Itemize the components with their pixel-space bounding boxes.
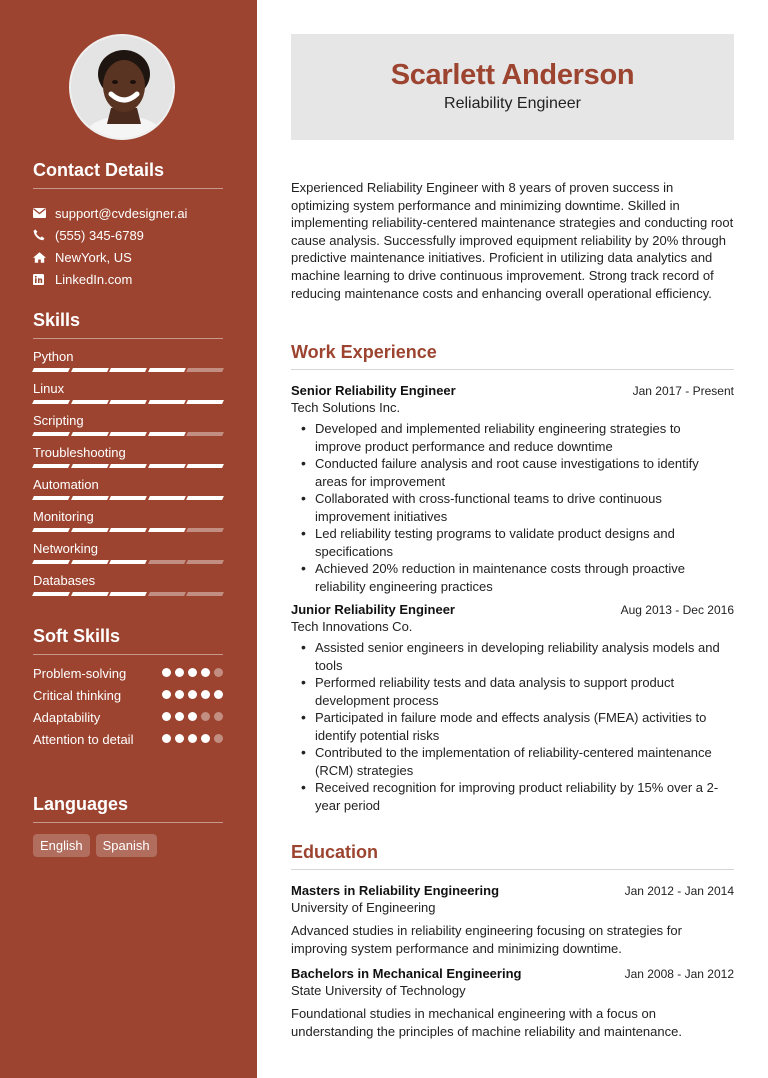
- education-entry: [291, 966, 734, 1040]
- skills-heading: Skills: [33, 310, 223, 339]
- skill-name: Troubleshooting: [33, 445, 126, 460]
- job-bullet: • Collaborated with cross-functional teams to drive continuous improvement initiatives: [315, 490, 734, 525]
- rating-dot: [188, 734, 197, 743]
- skill-item: [33, 477, 223, 509]
- skill-level-segment: [109, 496, 146, 500]
- soft-skill-item: [33, 709, 223, 726]
- contact-phone[interactable]: [33, 224, 223, 246]
- job-bullet: • Conducted failure analysis and root cause investigations to identify areas for improvement: [315, 455, 734, 490]
- skill-level-segment: [71, 592, 108, 596]
- skill-level-segment: [186, 592, 223, 596]
- main-content: [257, 0, 768, 1078]
- rating-dot: [175, 668, 184, 677]
- soft-skill-name: Attention to detail: [33, 732, 134, 747]
- skill-item: [33, 349, 223, 381]
- skill-level-bar: [33, 368, 223, 372]
- job-bullet: • Contributed to the implementation of reliability-centered maintenance (RCM) strategies: [315, 744, 734, 779]
- skill-level-segment: [148, 560, 185, 564]
- skill-item: [33, 445, 223, 477]
- skill-item: [33, 541, 223, 573]
- soft-skill-rating: [162, 731, 223, 748]
- skill-level-segment: [148, 464, 185, 468]
- skill-level-segment: [186, 432, 223, 436]
- contact-section: [33, 160, 223, 290]
- skill-level-segment: [71, 368, 108, 372]
- skill-level-segment: [109, 560, 146, 564]
- skill-level-segment: [71, 432, 108, 436]
- job-bullet: • Participated in failure mode and effects analysis (FMEA) activities to identify potential risks: [315, 709, 734, 744]
- skill-name: Databases: [33, 573, 96, 588]
- rating-dot: [175, 690, 184, 699]
- education-header: [291, 966, 734, 981]
- degree-title: Masters in Reliability Engineering: [291, 883, 500, 898]
- skill-level-segment: [32, 496, 69, 500]
- job-bullet: • Developed and implemented reliability engineering strategies to improve product performance and reduce downtime: [315, 420, 734, 455]
- rating-dot: [201, 668, 210, 677]
- education-description: Foundational studies in mechanical engineering with a focus on understanding the principles of machine reliability and maintenance.: [291, 1006, 682, 1039]
- skill-name: Monitoring: [33, 509, 94, 524]
- rating-dot: [201, 712, 210, 721]
- skill-item: [33, 413, 223, 445]
- contact-phone-text: (555) 345-6789: [55, 227, 144, 243]
- skill-name: Automation: [33, 477, 99, 492]
- skill-level-segment: [186, 400, 223, 404]
- rating-dot: [214, 734, 223, 743]
- jobs-list: [291, 383, 734, 814]
- soft-skill-rating: [162, 665, 223, 682]
- soft-skill-name: Adaptability: [33, 710, 101, 725]
- avatar: [69, 34, 175, 140]
- job-title: Senior Reliability Engineer: [291, 383, 456, 398]
- skill-name: Scripting: [33, 413, 84, 428]
- soft-skills-section: [33, 626, 223, 753]
- job-title: Junior Reliability Engineer: [291, 602, 455, 617]
- linkedin-icon: [33, 274, 55, 285]
- soft-skill-item: [33, 731, 223, 748]
- languages-section: [33, 794, 223, 857]
- language-tag: English: [33, 834, 90, 857]
- job-dates: Jan 2017 - Present: [632, 384, 734, 398]
- skill-level-segment: [32, 528, 69, 532]
- job-entry: [291, 602, 734, 814]
- school-name: University of Engineering: [291, 900, 436, 915]
- skills-list: [33, 349, 223, 605]
- education-header: [291, 883, 734, 898]
- skill-level-segment: [109, 400, 146, 404]
- education-heading: Education: [291, 842, 734, 870]
- header-box: [291, 34, 734, 140]
- skill-level-bar: [33, 400, 223, 404]
- soft-skill-name: Problem-solving: [33, 666, 127, 681]
- skill-level-segment: [32, 368, 69, 372]
- job-company: Tech Solutions Inc.: [291, 400, 401, 415]
- job-bullets: [291, 420, 734, 595]
- skill-level-segment: [109, 368, 146, 372]
- profile-photo-icon: [71, 36, 175, 140]
- skill-level-bar: [33, 432, 223, 436]
- skill-level-segment: [186, 496, 223, 500]
- skill-level-bar: [33, 464, 223, 468]
- rating-dot: [175, 734, 184, 743]
- skill-level-segment: [148, 528, 185, 532]
- skill-name: Python: [33, 349, 74, 364]
- rating-dot: [175, 712, 184, 721]
- skill-level-segment: [186, 560, 223, 564]
- skill-level-bar: [33, 528, 223, 532]
- skill-level-segment: [186, 464, 223, 468]
- skill-name: Linux: [33, 381, 65, 396]
- contact-email[interactable]: [33, 202, 223, 224]
- skill-level-segment: [186, 528, 223, 532]
- skill-level-segment: [32, 464, 69, 468]
- job-header: [291, 383, 734, 398]
- skill-level-segment: [32, 400, 69, 404]
- home-icon: [33, 252, 55, 263]
- rating-dot: [162, 668, 171, 677]
- rating-dot: [214, 668, 223, 677]
- skill-level-segment: [109, 432, 146, 436]
- rating-dot: [188, 690, 197, 699]
- education-dates: Jan 2008 - Jan 2012: [624, 967, 734, 982]
- job-header: [291, 602, 734, 617]
- job-bullet: • Assisted senior engineers in developing reliability analysis models and tools: [315, 639, 734, 674]
- rating-dot: [214, 712, 223, 721]
- job-bullet: • Performed reliability tests and data analysis to support product development process: [315, 674, 734, 709]
- candidate-name: Scarlett Anderson: [390, 59, 635, 91]
- job-dates: Aug 2013 - Dec 2016: [620, 603, 734, 617]
- education-description: Advanced studies in reliability engineering focusing on strategies for improving system performance and minimizing downtime.: [291, 923, 682, 956]
- skill-level-segment: [71, 560, 108, 564]
- contact-linkedin[interactable]: [33, 268, 223, 290]
- skill-level-bar: [33, 496, 223, 500]
- rating-dot: [162, 734, 171, 743]
- skill-level-segment: [32, 592, 69, 596]
- skill-level-segment: [71, 496, 108, 500]
- skill-item: [33, 381, 223, 413]
- skill-level-segment: [109, 528, 146, 532]
- rating-dot: [214, 690, 223, 699]
- rating-dot: [162, 690, 171, 699]
- contact-email-text: support@cvdesigner.ai: [55, 205, 188, 221]
- phone-icon: [33, 229, 55, 241]
- skill-item: [33, 509, 223, 541]
- contact-location-text: NewYork, US: [55, 249, 132, 265]
- skill-item: [33, 573, 223, 605]
- summary-text: Experienced Reliability Engineer with 8 years of proven success in optimizing system performance and minimizing downtime. Skilled in implementing reliability-centered maintenance strategies and conducting root cause analysis. Successfully improved equipment reliability by 20% through predictive maintenance initiatives. Proficient in utilizing data analytics and machine learning to drive continuous improvement. Strong track record of reducing maintenance costs and enhancing overall operational efficiency.: [291, 180, 734, 301]
- experience-heading: Work Experience: [291, 342, 734, 370]
- soft-skill-rating: [162, 709, 223, 726]
- rating-dot: [162, 712, 171, 721]
- job-company: Tech Innovations Co.: [291, 619, 413, 634]
- rating-dot: [201, 690, 210, 699]
- education-entry: [291, 883, 734, 957]
- rating-dot: [188, 668, 197, 677]
- envelope-icon: [33, 208, 55, 218]
- job-bullets: [291, 639, 734, 814]
- skill-level-segment: [148, 432, 185, 436]
- skill-level-segment: [148, 496, 185, 500]
- contact-location: [33, 246, 223, 268]
- contact-heading: Contact Details: [33, 160, 223, 189]
- soft-skill-item: [33, 665, 223, 682]
- skill-level-segment: [186, 368, 223, 372]
- skill-level-segment: [32, 560, 69, 564]
- skill-level-segment: [71, 528, 108, 532]
- sidebar: [0, 0, 257, 1078]
- soft-skills-heading: Soft Skills: [33, 626, 223, 655]
- skill-level-segment: [109, 592, 146, 596]
- soft-skill-name: Critical thinking: [33, 688, 122, 703]
- contact-linkedin-text: LinkedIn.com: [55, 271, 133, 287]
- language-tag: Spanish: [96, 834, 157, 857]
- skill-name: Networking: [33, 541, 99, 556]
- candidate-title: Reliability Engineer: [444, 95, 581, 112]
- job-bullet: • Achieved 20% reduction in maintenance costs through proactive reliability engineering practices: [315, 560, 734, 595]
- skills-section: [33, 310, 223, 605]
- rating-dot: [188, 712, 197, 721]
- education-list: [291, 883, 734, 1040]
- soft-skills-list: [33, 665, 223, 748]
- skill-level-segment: [148, 400, 185, 404]
- rating-dot: [201, 734, 210, 743]
- skill-level-segment: [109, 464, 146, 468]
- job-bullet: • Led reliability testing programs to validate product designs and specifications: [315, 525, 734, 560]
- education-section: [291, 842, 734, 1040]
- job-entry: [291, 383, 734, 595]
- degree-title: Bachelors in Mechanical Engineering: [291, 966, 522, 982]
- languages-heading: Languages: [33, 794, 223, 823]
- soft-skill-item: [33, 687, 223, 704]
- skill-level-bar: [33, 592, 223, 596]
- skill-level-segment: [148, 592, 185, 596]
- experience-section: [291, 342, 734, 814]
- languages-list: [33, 834, 223, 857]
- skill-level-bar: [33, 560, 223, 564]
- skill-level-segment: [148, 368, 185, 372]
- skill-level-segment: [71, 464, 108, 468]
- education-dates: Jan 2012 - Jan 2014: [624, 884, 734, 898]
- job-bullet: • Received recognition for improving product reliability by 15% over a 2-year period: [315, 779, 734, 814]
- skill-level-segment: [32, 432, 69, 436]
- soft-skill-rating: [162, 687, 223, 704]
- school-name: State University of Technology: [291, 983, 466, 999]
- skill-level-segment: [71, 400, 108, 404]
